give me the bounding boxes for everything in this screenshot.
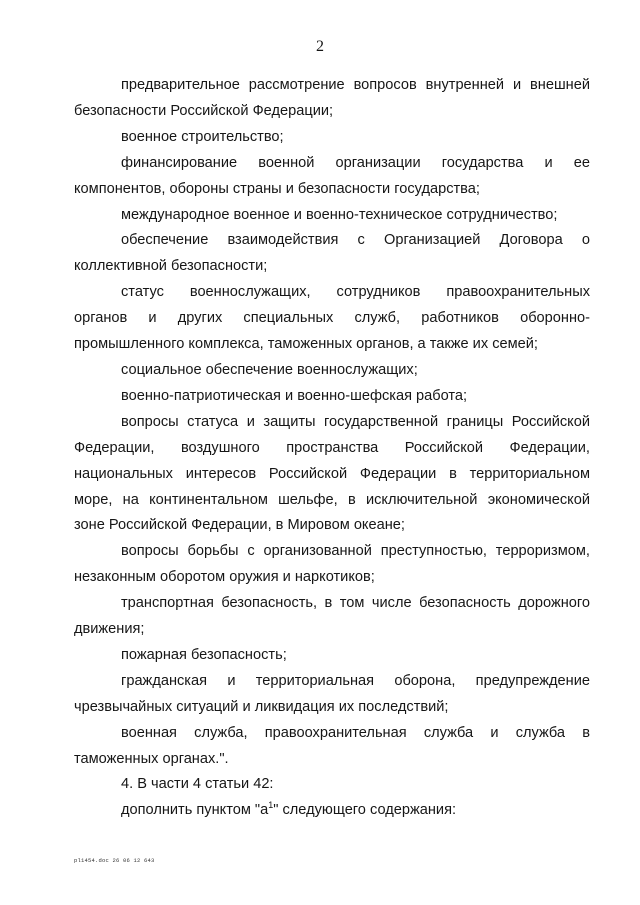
paragraph-line: обеспечение взаимодействия с Организацией Договора о: [121, 232, 590, 249]
paragraph-line: вопросы статуса и защиты государственной границы Российской: [121, 413, 590, 430]
paragraph-line: военная служба, правоохранительная служба и служба в: [121, 724, 590, 741]
paragraph-line: таможенных органах.".: [74, 750, 229, 767]
paragraph-line: промышленного комплекса, таможенных органов, а также их семей;: [74, 336, 538, 353]
paragraph-line: безопасности Российской Федерации;: [74, 102, 334, 119]
paragraph-line: чрезвычайных ситуаций и ликвидация их последствий;: [74, 698, 449, 715]
paragraph-line: статус военнослужащих, сотрудников правоохранительных: [121, 284, 590, 301]
paragraph: [74, 539, 590, 591]
paragraph-line: военно-патриотическая и военно-шефская работа;: [121, 387, 468, 404]
paragraph-line: финансирование военной организации государства и ее: [121, 154, 590, 171]
paragraph-line: море, на континентальном шельфе, в исключительной экономической: [74, 491, 590, 508]
paragraph-line: международное военное и военно-техническое сотрудничество;: [121, 206, 558, 223]
paragraph: [74, 125, 590, 151]
paragraph-line: 4. В части 4 статьи 42:: [121, 776, 274, 793]
superscript: 1: [268, 799, 274, 810]
paragraph-line: движения;: [74, 621, 145, 638]
paragraph-line: военное строительство;: [121, 128, 284, 145]
paragraph: [74, 721, 590, 773]
paragraph: [74, 228, 590, 280]
paragraph: [74, 203, 590, 229]
paragraph-line: органов и других специальных служб, работников оборонно-: [74, 310, 590, 327]
paragraph-line: гражданская и территориальная оборона, предупреждение: [121, 672, 590, 689]
text-after-superscript: " следующего содержания:: [273, 802, 457, 819]
page-number: 2: [316, 38, 324, 55]
paragraph: [74, 669, 590, 721]
paragraph: [74, 643, 590, 669]
paragraph-line: предварительное рассмотрение вопросов внутренней и внешней: [121, 77, 590, 93]
paragraph-line: вопросы борьбы с организованной преступностью, терроризмом,: [121, 543, 590, 560]
paragraph-line: национальных интересов Российской Федерации в территориальном: [74, 465, 590, 482]
paragraph-line: [74, 798, 590, 824]
text-before-superscript: дополнить пунктом "а: [121, 802, 269, 819]
paragraph: [74, 280, 590, 358]
paragraph: [74, 591, 590, 643]
paragraph-line: коллективной безопасности;: [74, 258, 268, 275]
paragraph: [74, 410, 590, 540]
paragraph: [74, 73, 590, 125]
paragraph-line: социальное обеспечение военнослужащих;: [121, 361, 418, 378]
paragraph-line: незаконным оборотом оружия и наркотиков;: [74, 569, 375, 586]
paragraph: [74, 772, 590, 798]
paragraph-line: транспортная безопасность, в том числе безопасность дорожного: [121, 595, 590, 612]
paragraph: [74, 151, 590, 203]
paragraph: [74, 384, 590, 410]
file-footer: pl1454.doc 26 06 12 643: [74, 857, 155, 864]
paragraph-line: пожарная безопасность;: [121, 646, 287, 663]
paragraph-line: Федерации, воздушного пространства Российской Федерации,: [74, 439, 590, 456]
paragraph: [74, 798, 590, 824]
document-body: [74, 73, 590, 824]
paragraph-line: зоне Российской Федерации, в Мировом океане;: [74, 517, 405, 534]
paragraph: [74, 358, 590, 384]
paragraph-line: компонентов, обороны страны и безопасности государства;: [74, 180, 480, 197]
